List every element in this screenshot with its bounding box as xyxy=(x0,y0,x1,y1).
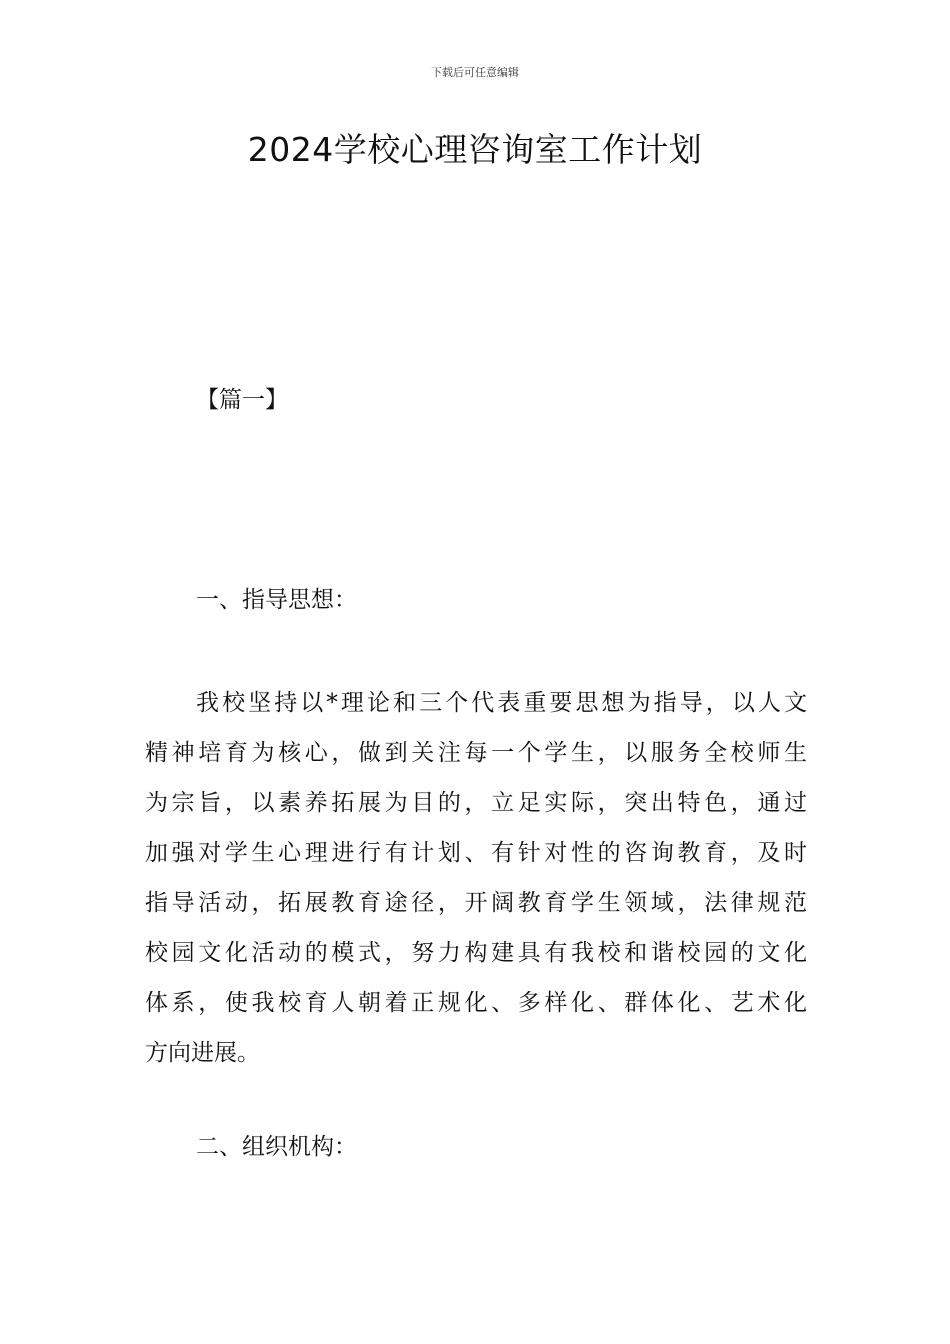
paragraph-line: 指导活动，拓展教育途径，开阔教育学生领域，法律规范 xyxy=(145,890,807,916)
paragraph-line: 加强对学生心理进行有计划、有针对性的咨询教育，及时 xyxy=(145,840,807,866)
section-heading-organization: 二、组织机构： xyxy=(196,1134,357,1160)
document-title: 2024学校心理咨询室工作计划 xyxy=(247,130,703,169)
header-note: 下载后可任意编辑 xyxy=(431,66,519,79)
section-heading-guiding-ideology: 一、指导思想： xyxy=(196,587,357,613)
paragraph-line: 我校坚持以*理论和三个代表重要思想为指导，以人文 xyxy=(196,690,807,716)
paragraph-line: 为宗旨，以素养拓展为目的，立足实际，突出特色，通过 xyxy=(145,790,807,816)
chapter-label: 【篇一】 xyxy=(196,387,288,413)
paragraph-line: 体系，使我校育人朝着正规化、多样化、群体化、艺术化 xyxy=(145,990,807,1016)
paragraph-line: 方向进展。 xyxy=(145,1040,260,1066)
paragraph-line: 校园文化活动的模式，努力构建具有我校和谐校园的文化 xyxy=(145,940,807,966)
paragraph-line: 精神培育为核心，做到关注每一个学生，以服务全校师生 xyxy=(145,740,807,766)
guiding-ideology-paragraph xyxy=(145,678,807,1078)
